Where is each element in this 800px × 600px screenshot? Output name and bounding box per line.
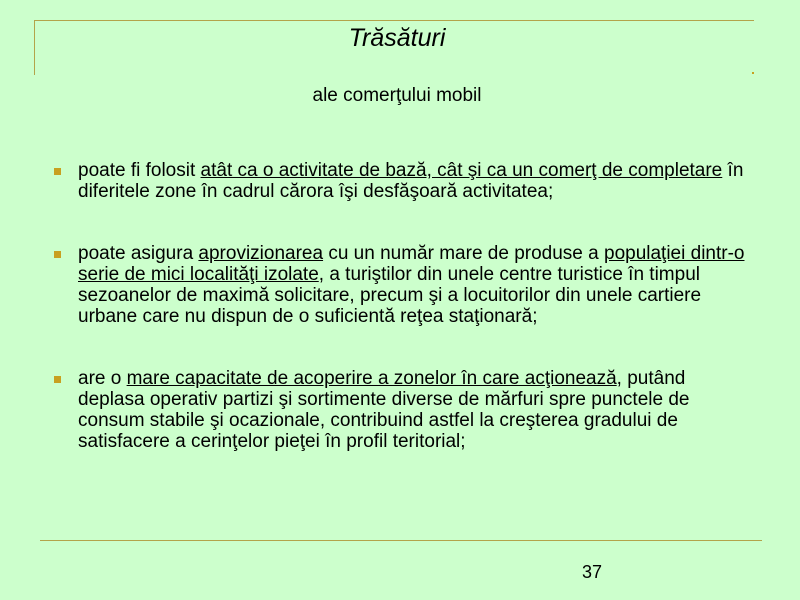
bullet-text-part: , a turiştilor din unele centre turistice în timpul sezoanelor de maximă solicitare, precum şi a locuitorilor din unele cartiere urbane care nu dispun de o suficientă reţea staţionară;: [78, 264, 702, 327]
square-bullet-icon: [54, 376, 61, 383]
footer-line: [40, 540, 762, 541]
page-number: 37: [581, 562, 603, 582]
bullet-item: [54, 160, 754, 202]
underlined-phrase: aprovizionarea: [198, 243, 324, 264]
bullet-item: [54, 243, 754, 327]
bullet-text-part: în diferitele zone în cadrul cărora îşi desfăşoară activitatea;: [78, 160, 744, 202]
slide-title: Trăsături: [348, 24, 446, 52]
bullet-text: [78, 243, 744, 327]
square-bullet-icon: [54, 251, 61, 258]
bullet-text: [78, 160, 743, 202]
underlined-phrase: mare capacitate de acoperire a zonelor în care acţionează: [126, 368, 617, 389]
bullet-text-part: cu un număr mare de produse a: [323, 243, 604, 264]
bullet-text-part: poate asigura: [78, 243, 199, 264]
frame-corner-dot: [752, 72, 754, 74]
underlined-phrase: populaţiei dintr-o serie de mici localităţi izolate: [78, 243, 745, 285]
square-bullet-icon: [54, 168, 61, 175]
bullet-text-part: , putând deplasa operativ partizi şi sortimente diverse de mărfuri spre punctele de consum stabile şi ocazionale, contribuind astfel la creşterea gradului de satisfacere a cerinţelor pieţei în profil teritorial;: [78, 368, 690, 452]
bullet-text-part: poate fi folosit: [78, 160, 201, 181]
slide-subtitle: ale comerţului mobil: [312, 85, 482, 106]
underlined-phrase: atât ca o activitate de bază, cât şi ca un comerţ de completare: [200, 160, 723, 181]
bullet-list: [54, 160, 754, 452]
bullet-item: [54, 368, 754, 452]
frame-top-line: [34, 20, 754, 21]
bullet-text-part: are o: [78, 368, 127, 389]
bullet-text: [78, 368, 689, 452]
